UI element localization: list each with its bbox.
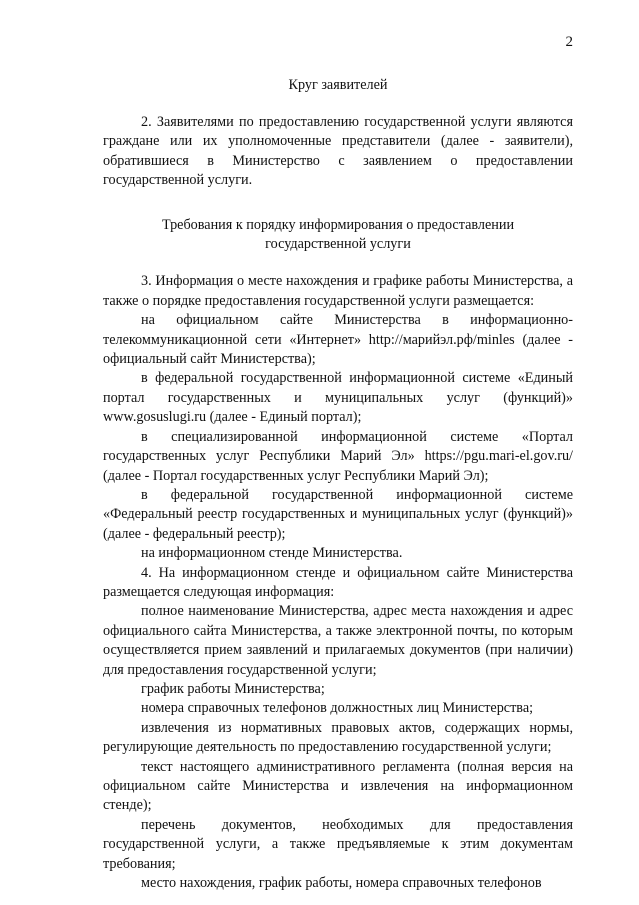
section-heading-line: государственной услуги	[265, 236, 411, 253]
paragraph: 3. Информация о месте нахождения и графике работы Министерства, а также о порядке предоставления государственной услуги размещается:	[103, 273, 573, 309]
paragraph: в федеральной государственной информационной системе «Единый портал государственных и муниципальных услуг (функций)» www.gosuslugi.ru (далее - Единый портал);	[103, 370, 573, 426]
paragraph: в федеральной государственной информационной системе «Федеральный реестр государственных и муниципальных услуг (функций)» (далее - федеральный реестр);	[103, 486, 573, 542]
section-heading-line: Требования к порядку информирования о предоставлении	[161, 216, 515, 233]
paragraph: перечень документов, необходимых для предоставления государственной услуги, а также предъявляемые к этим документам требования;	[103, 816, 573, 872]
section-heading-informing	[103, 216, 573, 255]
document-page	[103, 0, 573, 905]
section-heading-applicants: Круг заявителей	[288, 77, 388, 93]
paragraph: 4. На информационном стенде и официальном сайте Министерства размещается следующая информация:	[103, 564, 573, 600]
page-number: 2	[565, 34, 573, 50]
paragraph: график работы Министерства;	[141, 680, 325, 697]
paragraph: извлечения из нормативных правовых актов, содержащих нормы, регулирующие деятельность по предоставлению государственной услуги;	[103, 719, 573, 756]
paragraph: номера справочных телефонов должностных лиц Министерства;	[141, 700, 534, 717]
document-body	[103, 113, 573, 893]
paragraph: 2. Заявителями по предоставлению государственной услуги являются граждане или их уполномоченные представители (далее - заявители), обратившиеся в Министерство с заявлением о предоставлении государственной услуги.	[103, 114, 573, 189]
paragraph: на официальном сайте Министерства в информационно-телекоммуникационной сети «Интернет» http://марийэл.рф/minles (далее - официальный сайт Министерства);	[103, 312, 573, 368]
paragraph: место нахождения, график работы, номера справочных телефонов	[141, 875, 542, 892]
paragraph: в специализированной информационной системе «Портал государственных услуг Республики Марий Эл» https://pgu.mari-el.gov.ru/ (далее - Портал государственных услуг Республики Марий Эл);	[103, 428, 573, 484]
paragraph: на информационном стенде Министерства.	[141, 545, 403, 562]
paragraph: текст настоящего административного регламента (полная версия на официальном сайте Министерства и извлечения на информационном стенде);	[103, 758, 573, 814]
paragraph: полное наименование Министерства, адрес места нахождения и адрес официального сайта Министерства, а также электронной почты, по которым осуществляется прием заявлений и прилагаемых документов (при наличии) для предоставления государственной услуги;	[103, 603, 573, 678]
